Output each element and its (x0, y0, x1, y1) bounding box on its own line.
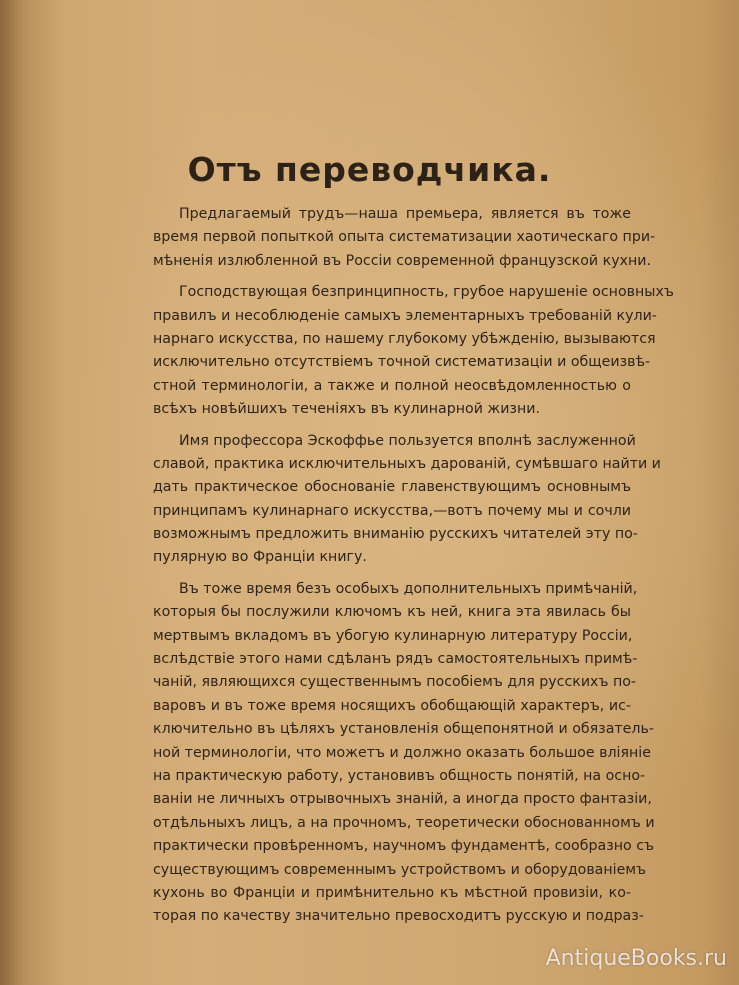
paragraph-2 (153, 281, 674, 421)
text-line: которыя бы послужили ключомъ къ ней, книга эта явилась бы (153, 604, 631, 621)
paragraph-3 (153, 430, 661, 570)
text-line: существующимъ современнымъ устройствомъ и оборудованіемъ (153, 861, 647, 878)
text-line: вслѣдствіе этого нами сдѣланъ рядъ самостоятельныхъ примѣ- (153, 651, 638, 668)
text-line: всѣхъ новѣйшихъ теченіяхъ въ кулинарной жизни. (153, 401, 540, 418)
text-line: варовъ и въ тоже время носящихъ обобщающій характеръ, ис- (153, 697, 631, 714)
text-line: кухонь во Франціи и примѣнительно къ мѣстной провизіи, ко- (153, 884, 631, 901)
text-line: принципамъ кулинарнаго искусства,—вотъ почему мы и сочли (153, 502, 631, 519)
text-line: на практическую работу, установивъ общность понятій, на осно- (153, 767, 646, 784)
text-line: практически провѣренномъ, научномъ фундаментѣ, сообразно съ (153, 838, 655, 855)
paragraph-4 (153, 578, 655, 929)
text-line: Предлагаемый трудъ—наша премьера, является въ тоже (179, 206, 631, 222)
text-line: чаній, являющихся существеннымъ пособіемъ для русскихъ по- (153, 674, 637, 691)
text-line: исключительно отсутствіемъ точной систематизаціи и общеизвѣ- (153, 354, 651, 371)
text-line: ной терминологіи, что можетъ и должно оказать большое вліяніе (153, 744, 651, 761)
text-line: мѣненія излюбленной въ Россіи современной французской кухни. (153, 252, 652, 269)
binding-gutter-shadow (0, 0, 68, 985)
text-line: торая по качеству значительно превосходитъ русскую и подраз- (153, 908, 644, 925)
text-line: Господствующая безпринципность, грубое нарушеніе основныхъ (179, 284, 674, 301)
text-line: стной терминологіи, а также и полной неосвѣдомленностью о (153, 377, 631, 394)
watermark: AntiqueBooks.ru (545, 946, 727, 971)
text-line: славой, практика исключительныхъ дарованій, сумѣвшаго найти и (153, 455, 661, 472)
text-line: время первой попыткой опыта систематизации хаотическаго при- (153, 229, 656, 246)
body-text (153, 203, 674, 937)
text-line: нарнаго искусства, по нашему глубокому убѣжденію, вызываются (153, 330, 656, 347)
text-line: ваніи не личныхъ отрывочныхъ знаній, а иногда просто фантазіи, (153, 791, 652, 808)
page-title: Отъ переводчика. (187, 150, 552, 189)
text-line: Имя профессора Эскоффье пользуется вполнѣ заслуженной (179, 432, 636, 449)
text-line: ключительно въ цѣляхъ установленія общепонятной и обязатель- (153, 721, 654, 738)
text-line: пулярную во Франціи книгу. (153, 549, 367, 566)
text-line: отдѣльныхъ лицъ, а на прочномъ, теоретически обоснованномъ и (153, 814, 655, 831)
paragraph-1 (153, 203, 656, 273)
text-line: правилъ и несоблюденіе самыхъ элементарныхъ требованій кули- (153, 307, 657, 324)
text-line: мертвымъ вкладомъ въ убогую кулинарную литературу Россіи, (153, 627, 633, 644)
text-line: возможнымъ предложить вниманію русскихъ читателей эту по- (153, 526, 638, 543)
text-line: дать практическое обоснованіе главенствующимъ основнымъ (153, 479, 631, 496)
text-line: Въ тоже время безъ особыхъ дополнительныхъ примѣчаній, (179, 580, 638, 597)
